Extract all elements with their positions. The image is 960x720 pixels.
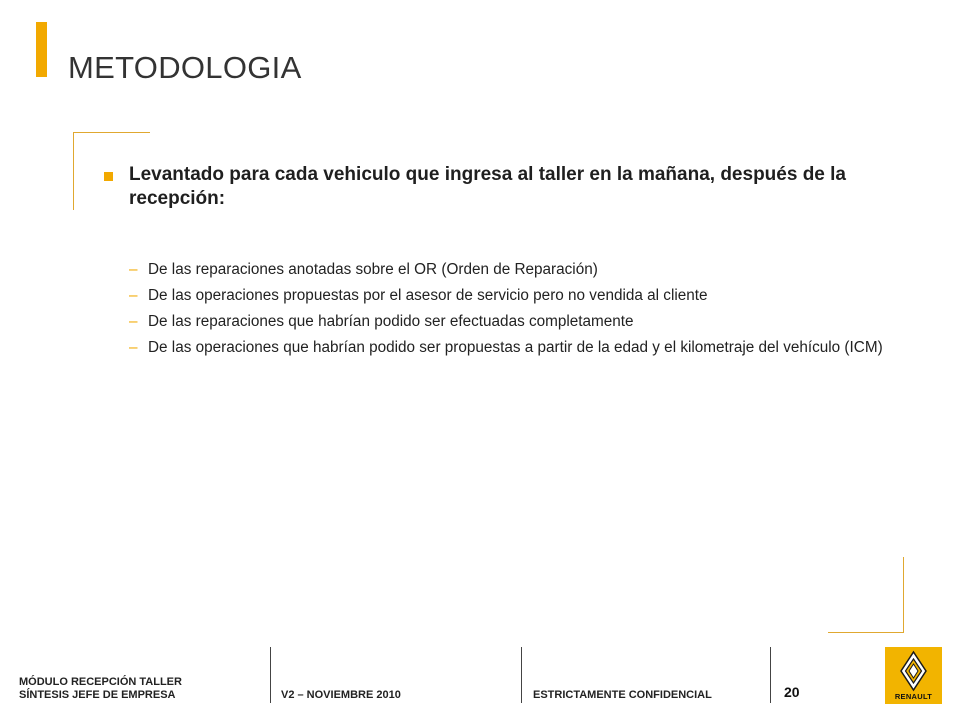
dash-bullet-icon: – — [129, 287, 138, 304]
footer-module-line2: SÍNTESIS JEFE DE EMPRESA — [19, 689, 176, 701]
dash-bullet-icon: – — [129, 313, 138, 330]
dash-bullet-icon: – — [129, 339, 138, 356]
footer-divider — [270, 647, 271, 703]
sub-bullet-text: De las reparaciones anotadas sobre el OR (Orden de Reparación) — [148, 261, 598, 278]
slide-title: METODOLOGIA — [68, 50, 302, 85]
sub-bullet-item — [129, 312, 919, 331]
sub-bullet-item — [129, 338, 919, 357]
footer-confidential: ESTRICTAMENTE CONFIDENCIAL — [533, 689, 712, 701]
square-bullet-icon — [104, 172, 113, 181]
footer-divider — [770, 647, 771, 703]
sub-bullet-item — [129, 286, 919, 305]
sub-bullet-item — [129, 260, 919, 279]
corner-bracket-top-left-vertical — [73, 132, 74, 210]
corner-bracket-bottom-right — [828, 632, 904, 633]
logo-wordmark: RENAULT — [894, 692, 933, 701]
sub-bullet-text: De las operaciones propuestas por el asesor de servicio pero no vendida al cliente — [148, 287, 708, 304]
sub-bullet-text: De las operaciones que habrían podido ser propuestas a partir de la edad y el kilometraje del vehículo (ICM) — [148, 339, 883, 356]
renault-logo — [885, 647, 942, 704]
sub-bullet-text: De las reparaciones que habrían podido ser efectuadas completamente — [148, 313, 634, 330]
page-number: 20 — [784, 684, 800, 700]
main-bullet-text: Levantado para cada vehiculo que ingresa al taller en la mañana, después de la recepción: — [129, 164, 846, 209]
sub-bullet-list — [129, 260, 919, 364]
title-accent-bar — [36, 22, 47, 77]
corner-bracket-top-left — [73, 132, 150, 133]
footer-divider — [521, 647, 522, 703]
footer-module-line1: MÓDULO RECEPCIÓN TALLER — [19, 676, 182, 688]
footer-version: V2 – NOVIEMBRE 2010 — [281, 689, 401, 701]
dash-bullet-icon: – — [129, 261, 138, 278]
corner-bracket-bottom-right-vertical — [903, 557, 904, 633]
